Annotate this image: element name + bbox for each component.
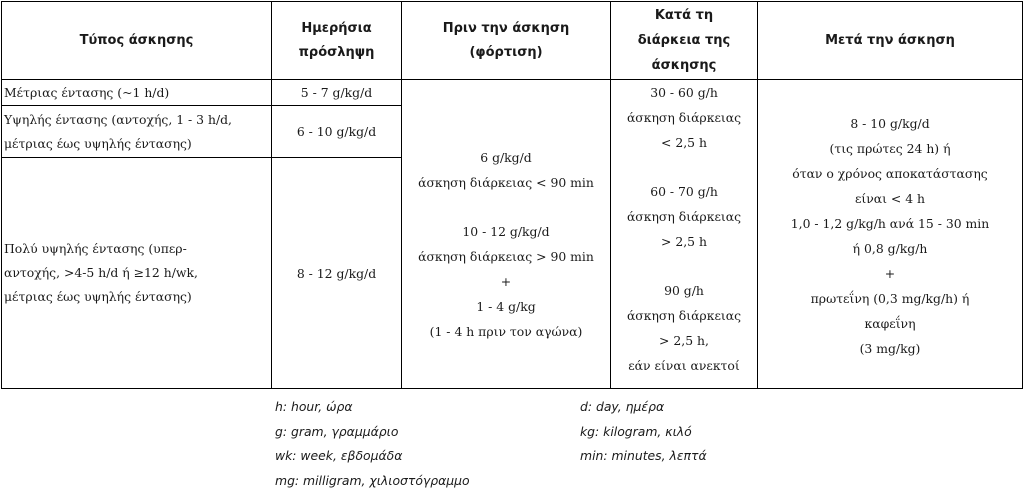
header-daily-intake: Ημερήσια πρόσληψη: [272, 2, 402, 80]
legend-item: mg: milligram, χιλιοστόγραμμο: [275, 472, 470, 488]
legend-item: d: day, ημέρα: [580, 399, 665, 414]
legend-left: [275, 395, 470, 493]
legend-item: wk: week, εβδομάδα: [275, 448, 403, 463]
row-very-high-daily: 8 - 12 g/kg/d: [272, 158, 402, 389]
legend-right: [580, 395, 707, 469]
row-moderate-type: Μέτριας έντασης (~1 h/d): [2, 80, 272, 106]
legend-item: min: minutes, λεπτά: [580, 448, 707, 463]
legend-item: g: gram, γραμμάριο: [275, 423, 399, 439]
header-row: [2, 2, 1023, 80]
legend-item: kg: kilogram, κιλό: [580, 423, 692, 439]
after-exercise-cell: 8 - 10 g/kg/d (τις πρώτες 24 h) ή όταν ο χρόνος αποκατάστασης είναι < 4 h 1,0 - 1,2 g/kg/h ανά 15 - 30 min ή 0,8 g/kg/h + πρωτεΐνη (0,3 mg/kg/h) ή καφεΐνη (3 mg/kg): [758, 80, 1023, 389]
header-before-exercise: Πριν την άσκηση (φόρτιση): [402, 2, 611, 80]
legend-item: h: hour, ώρα: [275, 399, 353, 414]
row-high-daily: 6 - 10 g/kg/d: [272, 106, 402, 158]
before-exercise-cell: 6 g/kg/d άσκηση διάρκειας < 90 min 10 - 12 g/kg/d άσκηση διάρκειας > 90 min + 1 - 4 g/kg (1 - 4 h πριν τον αγώνα): [402, 80, 611, 389]
during-exercise-cell: 30 - 60 g/h άσκηση διάρκειας < 2,5 h 60 - 70 g/h άσκηση διάρκειας > 2,5 h 90 g/h άσκηση διάρκειας > 2,5 h, εάν είναι ανεκτοί: [611, 80, 758, 389]
header-exercise-type: Τύπος άσκησης: [2, 2, 272, 80]
header-during-exercise: Κατά τη διάρκεια της άσκησης: [611, 2, 758, 80]
header-after-exercise: Μετά την άσκηση: [758, 2, 1023, 80]
row-high-type: Υψηλής έντασης (αντοχής, 1 - 3 h/d, μέτριας έως υψηλής έντασης): [2, 106, 272, 158]
row-very-high-type: Πολύ υψηλής έντασης (υπερ- αντοχής, >4-5 h/d ή ≥12 h/wk, μέτριας έως υψηλής έντασης): [2, 158, 272, 389]
row-moderate-daily: 5 - 7 g/kg/d: [272, 80, 402, 106]
carbohydrate-guidelines-table: [1, 1, 1023, 389]
table-row: [2, 80, 1023, 106]
